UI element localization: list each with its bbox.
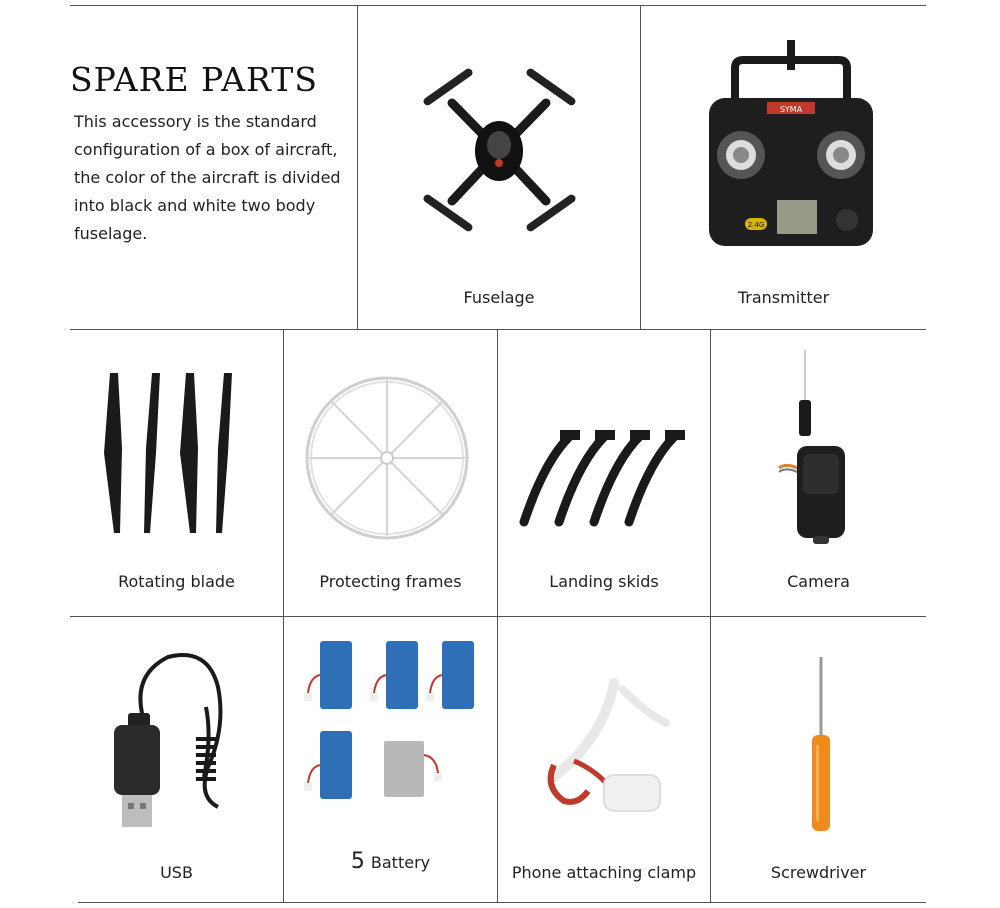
rotating-blade-label: Rotating blade [118, 572, 235, 591]
usb-label: USB [160, 863, 193, 882]
transmitter-image [705, 40, 877, 250]
battery-pack-image [302, 635, 482, 805]
cell-landing-skids [498, 330, 710, 616]
battery-label [284, 849, 497, 874]
protecting-frames-label: Protecting frames [319, 572, 462, 591]
drone-image [414, 61, 584, 241]
usb-cable-image [108, 647, 248, 837]
camera-label: Camera [787, 572, 850, 591]
cell-camera [711, 330, 926, 616]
transmitter-label: Transmitter [737, 288, 830, 307]
cell-fuselage [358, 6, 640, 329]
phone-clamp-label: Phone attaching clamp [511, 863, 697, 882]
screwdriver-label: Screwdriver [770, 863, 867, 882]
battery-quantity: 5 [350, 849, 365, 874]
brand-badge: SYMA [779, 105, 803, 114]
frequency-badge: 2.4G [747, 221, 765, 229]
screwdriver-image [807, 657, 835, 833]
description-text: This accessory is the standard configuration of a box of aircraft, the color of the aircraft is divided into black and white two body fuselage. [74, 112, 341, 243]
page-title: SPARE PARTS [70, 60, 318, 99]
landing-skids-image [514, 422, 694, 532]
cell-usb [70, 617, 283, 902]
grid-line-bottom [78, 902, 926, 903]
fuselage-label: Fuselage [463, 288, 535, 307]
cell-protecting-frames [284, 330, 497, 616]
landing-skids-label: Landing skids [549, 572, 659, 591]
camera-image [777, 350, 857, 550]
protecting-frames-image [302, 372, 472, 544]
cell-battery [284, 617, 497, 902]
battery-text: Battery [370, 853, 431, 872]
cell-rotating-blade [70, 330, 283, 616]
cell-phone-clamp [498, 617, 710, 902]
phone-clamp-image [534, 677, 674, 817]
cell-transmitter [641, 6, 926, 329]
rotating-blade-image [100, 368, 240, 538]
cell-screwdriver [711, 617, 926, 902]
